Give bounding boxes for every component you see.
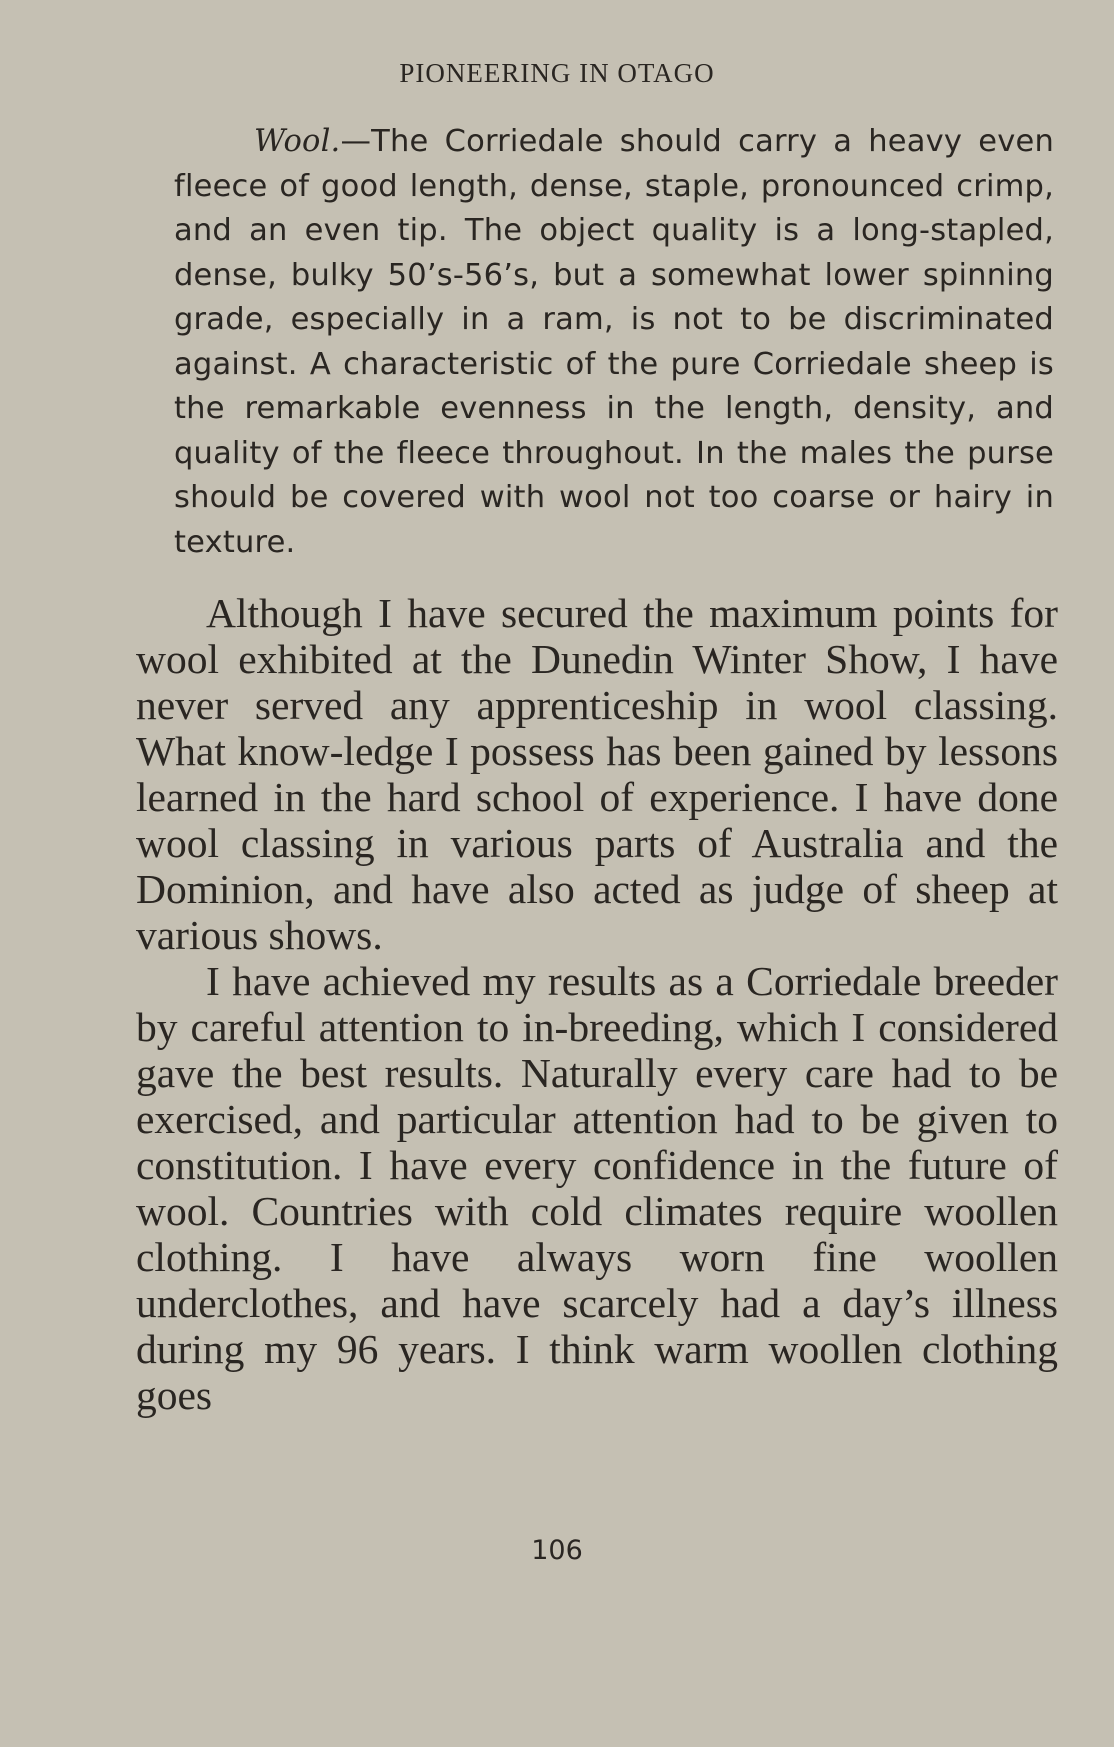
wool-standard-paragraph bbox=[174, 120, 1054, 565]
wool-standard-text: —The Corriedale should carry a heavy even fleece of good length, dense, staple, pronounced crimp, and an even tip. The object quality is a long-stapled, dense, bulky 50’s-56’s, but a somewhat lower spinning grade, especially in a ram, is not to be discriminated against. A characteristic of the pure Corriedale sheep is the remarkable evenness in the length, density, and quality of the fleece throughout. In the males the purse should be covered with wool not too coarse or hairy in texture. bbox=[174, 124, 1054, 560]
body-text bbox=[136, 590, 1058, 1418]
body-paragraph-2: I have achieved my results as a Corriedale breeder by careful attention to in-breeding, which I considered gave the best results. Naturally every care had to be exercised, and particular attention had to be given to constitution. I have every confidence in the future of wool. Countries with cold climates require woollen clothing. I have always worn fine woollen underclothes, and have scarcely had a day’s illness during my 96 years. I think warm woollen clothing goes bbox=[136, 958, 1058, 1418]
running-head: PIONEERING IN OTAGO bbox=[399, 58, 715, 88]
wool-standard-extract bbox=[174, 120, 1054, 565]
page-number: 106 bbox=[531, 1535, 583, 1566]
body-paragraph-1: Although I have secured the maximum points for wool exhibited at the Dunedin Winter Show, I have never served any apprenticeship in wool classing. What know-ledge I possess has been gained by lessons learned in the hard school of experience. I have done wool classing in various parts of Australia and the Dominion, and have also acted as judge of sheep at various shows. bbox=[136, 590, 1058, 958]
lead-word: Wool. bbox=[254, 124, 341, 159]
